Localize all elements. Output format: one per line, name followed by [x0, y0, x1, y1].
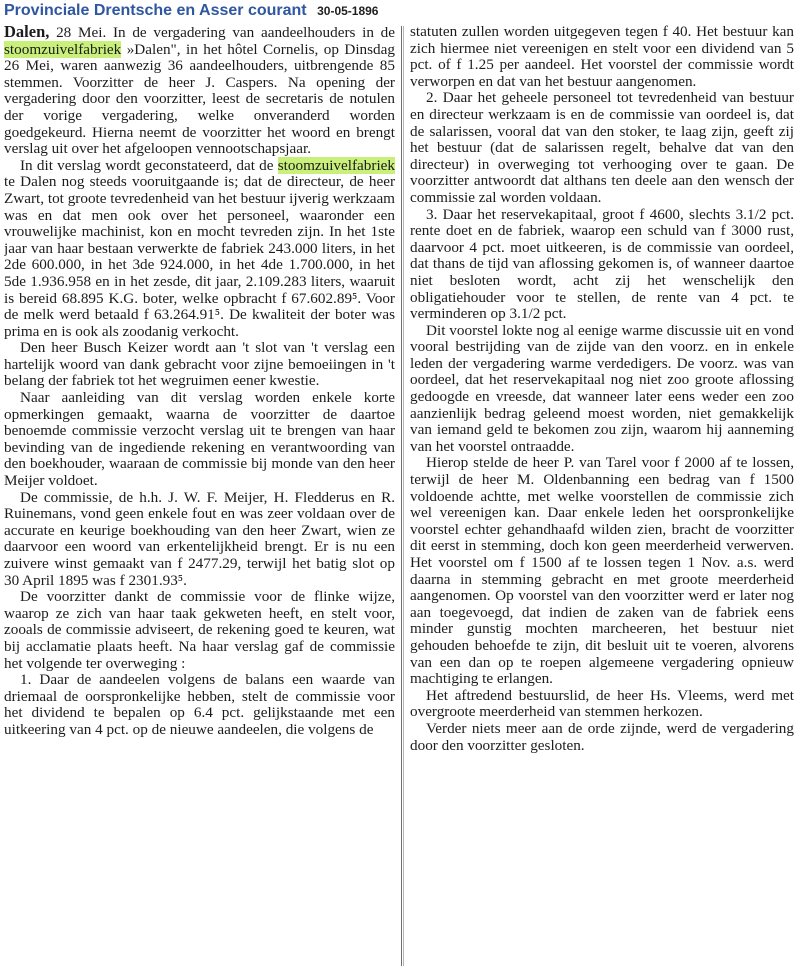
article-paragraph: De voorzitter dankt de commissie voor de flinke wijze, waarop ze zich van haar taak gekweten heeft, en stelt voor, zooals de commissie adviseert, de rekening goed te keuren, wat bij acclamatie plaats heeft. Na haar verslag gaf de commissie het volgende ter overweging : — [4, 588, 395, 672]
article-paragraph: 2. Daar het geheele personeel tot tevredenheid van bestuur en directeur werkzaam is en de commissie van oordeel is, dat de salarissen, vooral dat van den stoker, te laag zijn, geeft zij het bestuur (dat de salarissen regelt, behalve dat van den directeur) in overweging tot verhooging over te gaan. De voorzitter antwoordt dat althans ten deele aan den wensch der commissie zal worden voldaan. — [410, 89, 794, 206]
column-divider — [401, 26, 402, 966]
paragraph-text: 28 Mei. In de vergadering van aandeelhouders in de — [49, 24, 395, 41]
article-paragraph: Dit voorstel lokte nog al eenige warme discussie uit en vond vooral bestrijding van de zijde van den voorz. en in enkele leden der vergadering warme verdedigers. De voorz. was van oordeel, dat het reservekapitaal nog niet zoo groote aflossing gedoogde en vreesde, dat wanneer later eens weder een zoo aanzienlijk bedrag geleend moest worden, niet gemakkelijk van iemand geld te bekomen zou zijn, waarom hij aanneming van het voorstel ontraadde. — [410, 321, 794, 455]
paragraph-text: In dit verslag wordt geconstateerd, dat de — [20, 156, 278, 174]
highlighted-term: stoomzuivelfabriek — [4, 40, 122, 58]
article-paragraph: Den heer Busch Keizer wordt aan 't slot van 't verslag een hartelijk woord van dank gebracht voor zijne bemoeiingen in 't belang der fabriek tot het wegruimen eener kwestie. — [4, 339, 395, 390]
article-paragraph: De commissie, de h.h. J. W. F. Meijer, H. Fledderus en R. Ruinemans, vond geen enkele fout en was zeer voldaan over de accurate en keurige boekhouding van den heer Zwart, wien ze daarvoor een woord van erkentelijkheid brengt. Er is nu een zuivere winst gemaakt van f 2477.29, terwijl het batig slot op 30 April 1895 was f 2301.93⁵. — [4, 488, 395, 589]
article-paragraph: 3. Daar het reservekapitaal, groot f 4600, slechts 3.1/2 pct. rente doet en de fabriek, waarop een schuld van f 3000 rust, daarvoor 4 pct. moet uitkeeren, is de commissie van oordeel, dat thans de tijd van aflossing gekomen is, of wanneer daartoe niet besloten wordt, acht zij het wenschelijk den obligatiehouder voor te stellen, de rente van 4 pct. te verminderen op 3.1/2 pct. — [410, 205, 794, 323]
article-paragraph: Naar aanleiding van dit verslag worden enkele korte opmerkingen gemaakt, waarna de voorzitter de daartoe benoemde commissie verzocht verslag uit te brengen van haar bevinding van de ingediende rekening en verantwoording van den boekhouder, waaraan de commissie bij monde van den heer Meijer voldoet. — [4, 389, 395, 490]
publication-date: 30-05-1896 — [317, 4, 379, 18]
paragraph-text: te Dalen nog steeds vooruitgaande is; dat de directeur, de heer Zwart, tot groote tevredenheid van het bestuur ijverig werkzaam was en dat men ook over het personeel, waaronder een vrouwelijke machinist, kon en mocht tevreden zijn. In het 1ste jaar van haar bestaan verwerkte de fabriek 243.000 liters, in het 2de 600.000, in het 3de 924.000, in het 4de 1.700.000, in het 5de 1.936.958 en in het zesde, dit jaar, 2.109.283 liters, waaruit is bereid 68.895 K.G. boter, welke opbracht f 67.602.89⁵. Voor de melk werd betaald f 63.264.91⁵. De kwaliteit der boter was prima en is ook als zoodanig verkocht. — [4, 173, 395, 340]
article-paragraph: statuten zullen worden uitgegeven tegen f 40. Het bestuur kan zich hiermee niet vereenigen en stelt voor een dividend van 5 pct. of f 1.25 per aandeel. Het voorstel der commissie wordt verworpen en dat van het bestuur aangenomen. — [410, 24, 794, 90]
article-paragraph — [4, 158, 395, 341]
article-paragraph: 1. Daar de aandeelen volgens de balans een waarde van driemaal de oorspronkelijke hebben, stelt de commissie voor het dividend te bepalen op 6.4 pct. gelijkstaande met een uitkeering van 4 pct. op de nieuwe aandeelen, die volgens de — [4, 671, 395, 738]
dateline-place: Dalen, — [4, 24, 50, 41]
article-paragraph — [4, 24, 395, 158]
article-column-right — [410, 24, 794, 968]
paragraph-text: »Dalen", in het hôtel Cornelis, op Dinsdag 26 Mei, waren aanwezig 36 aandeelhouders, uitbrengende 85 stemmen. Voorzitter de heer J. Caspers. Na opening der vergadering door den voorzitter, leest de secretaris de notulen der vorige vergadering, welke onveranderd worden goedgekeurd. Hierna neemt de voorzitter het woord en brengt verslag uit over het afgeloopen vennootschapsjaar. — [4, 40, 395, 158]
masthead — [4, 2, 378, 24]
article-paragraph: Hierop stelde de heer P. van Tarel voor f 2000 af te lossen, terwijl de heer M. Oldenbanning een bedrag van f 1500 voldoende achtte, met welke voorstellen de commissie zich wel vereenigen kan. Daar enkele leden het oorspronkelijke voorstel echter gehandhaafd wilden zien, bracht de voorzitter dit eerst in stemming, doch kon geen meerderheid verwerven. Het voorstel om f 1500 af te lossen tegen 1 Nov. a.s. werd daarna in stemming gebracht en met groote meerderheid aangenomen. Op voorstel van den voorzitter werd er later nog aan toegevoegd, dat indien de zaken van de fabriek eens minder gunstig mochten marcheeren, het bestuur niet gehouden behoefde te zijn, dit besluit uit te voeren, alvorens van een dan op te roepen algemeene vergadering opnieuw machtiging te erlangen. — [410, 454, 794, 688]
highlighted-term: stoomzuivelfabriek — [277, 156, 395, 174]
newspaper-title: Provinciale Drentsche en Asser courant — [4, 2, 307, 19]
article-column-left — [4, 24, 395, 968]
article-paragraph: Verder niets meer aan de orde zijnde, werd de vergadering door den voorzitter gesloten. — [410, 719, 794, 754]
article-paragraph: Het aftredend bestuurslid, de heer Hs. Vleems, werd met overgroote meerderheid van stemmen herkozen. — [410, 686, 794, 721]
column-divider-shadow — [403, 26, 404, 966]
